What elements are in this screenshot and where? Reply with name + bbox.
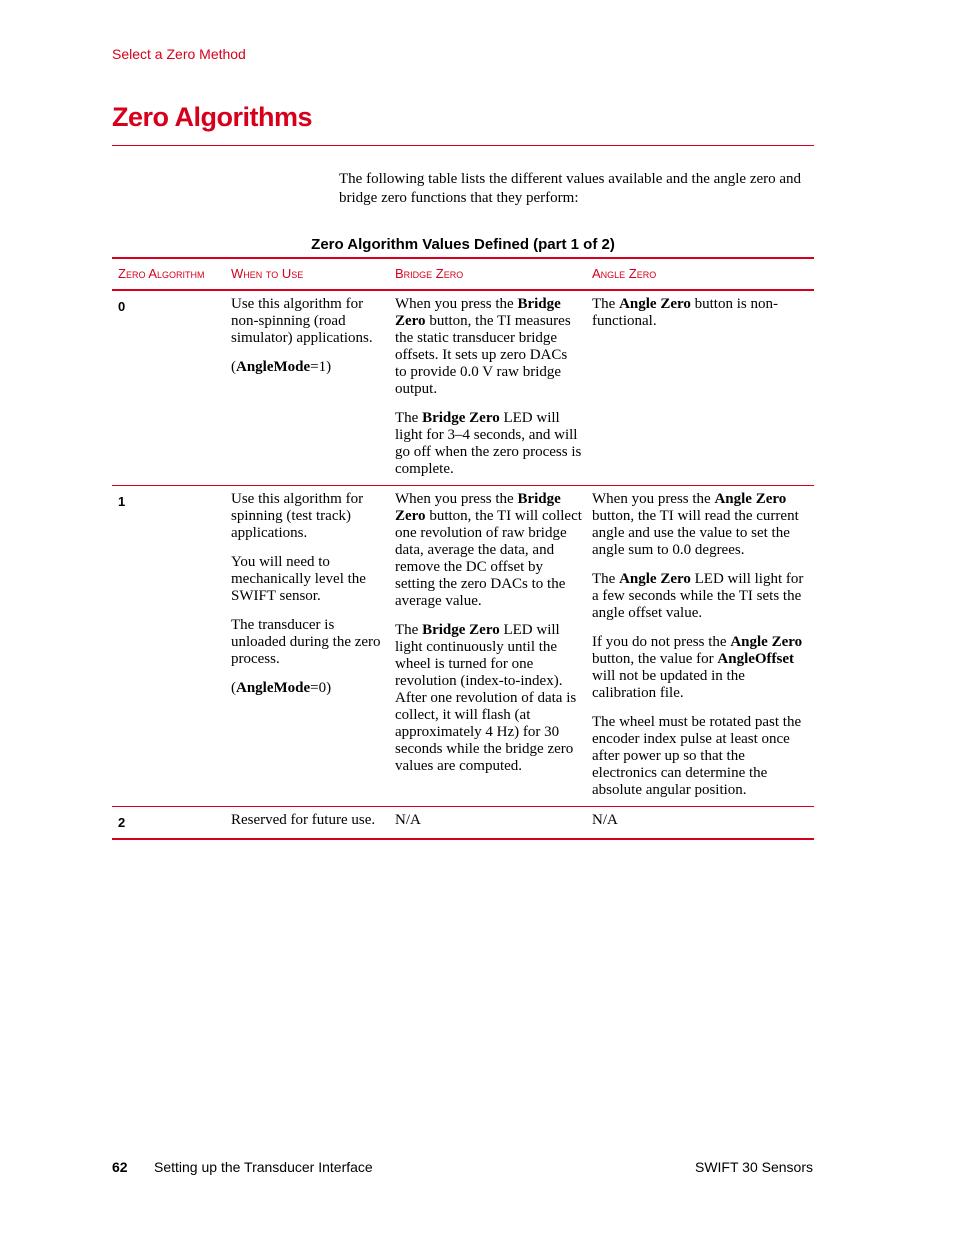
- when-paragraph: [231, 296, 385, 347]
- table-body: [112, 290, 814, 839]
- page-number: 62: [112, 1159, 128, 1175]
- when-paragraph: [231, 491, 385, 542]
- footer-section: Setting up the Transducer Interface: [154, 1159, 373, 1175]
- bridge-paragraph: [395, 622, 582, 775]
- angle-paragraph: [592, 812, 810, 829]
- text-run: LED will light for a few seconds while the TI sets the angle offset value.: [592, 571, 804, 621]
- bold-term: AngleMode: [236, 680, 311, 696]
- text-run: The: [592, 296, 620, 312]
- text-run: Use this algorithm for non-spinning (road simulator) applications.: [231, 296, 373, 346]
- bold-term: Bridge Zero: [422, 410, 500, 426]
- text-run: =1): [310, 359, 332, 375]
- text-run: The wheel must be rotated past the encoder index pulse at least once after power up so that the electronics can determine the absolute angular position.: [592, 714, 802, 798]
- angle-cell: [586, 290, 814, 486]
- bridge-cell: [389, 486, 586, 807]
- when-cell: [225, 807, 389, 840]
- text-run: button is non-functional.: [592, 296, 778, 329]
- text-run: When you press the: [395, 491, 518, 507]
- table-row: [112, 807, 814, 840]
- text-run: The: [395, 622, 423, 638]
- angle-paragraph: [592, 714, 810, 799]
- text-run: When you press the: [395, 296, 518, 312]
- title-divider: [112, 145, 814, 146]
- bridge-cell: [389, 807, 586, 840]
- text-run: Use this algorithm for spinning (test track) applications.: [231, 491, 364, 541]
- table-row: [112, 290, 814, 486]
- text-run: Reserved for future use.: [231, 812, 376, 828]
- header-zero-algorithm: Zero Algorithm: [112, 258, 225, 290]
- text-run: LED will light continuously until the wheel is turned for one revolution (index-to-index). After one revolution of data is collect, it will flash (at approximately 4 Hz) for 30 seconds while the bridge zero values are computed.: [395, 622, 577, 774]
- text-run: The: [395, 410, 423, 426]
- breadcrumb: Select a Zero Method: [112, 46, 246, 62]
- bold-term: Bridge Zero: [422, 622, 500, 638]
- bridge-paragraph: [395, 491, 582, 610]
- text-run: If you do not press the: [592, 634, 731, 650]
- text-run: button, the TI measures the static transducer bridge offsets. It sets up zero DACs to provide 0.0 V raw bridge output.: [395, 313, 571, 397]
- text-run: N/A: [395, 812, 421, 828]
- angle-paragraph: [592, 296, 810, 330]
- text-run: N/A: [592, 812, 618, 828]
- angle-paragraph: [592, 491, 810, 559]
- text-run: =0): [310, 680, 332, 696]
- table-row: [112, 486, 814, 807]
- angle-cell: [586, 486, 814, 807]
- text-run: You will need to mechanically level the SWIFT sensor.: [231, 554, 366, 604]
- bold-term: Angle Zero: [619, 296, 691, 312]
- when-paragraph: [231, 812, 385, 829]
- when-cell: [225, 290, 389, 486]
- when-paragraph: [231, 680, 385, 697]
- zero-algorithm-table: [112, 257, 814, 840]
- bold-term: Bridge Zero: [395, 491, 561, 524]
- text-run: When you press the: [592, 491, 715, 507]
- table-header-row: [112, 258, 814, 290]
- bridge-cell: [389, 290, 586, 486]
- bold-term: AngleMode: [236, 359, 311, 375]
- algorithm-value: 0: [112, 290, 225, 486]
- text-run: button, the TI will read the current angle and use the value to set the angle sum to 0.0 degrees.: [592, 508, 799, 558]
- text-run: (: [231, 680, 236, 696]
- bridge-paragraph: [395, 296, 582, 398]
- intro-paragraph: The following table lists the different values available and the angle zero and bridge zero functions that they perform:: [339, 171, 802, 206]
- header-when-to-use: When to Use: [225, 258, 389, 290]
- table-caption: Zero Algorithm Values Defined (part 1 of 2): [311, 236, 615, 253]
- when-paragraph: [231, 554, 385, 605]
- algorithm-value: 2: [112, 807, 225, 840]
- text-run: button, the value for: [592, 651, 718, 667]
- angle-paragraph: [592, 571, 810, 622]
- when-paragraph: [231, 617, 385, 668]
- text-run: The: [592, 571, 620, 587]
- bold-term: AngleOffset: [717, 651, 795, 667]
- bold-term: Angle Zero: [619, 571, 691, 587]
- when-paragraph: [231, 359, 385, 376]
- bold-term: Angle Zero: [730, 634, 803, 650]
- algorithm-value: 1: [112, 486, 225, 807]
- bridge-paragraph: [395, 812, 582, 829]
- header-bridge-zero: Bridge Zero: [389, 258, 586, 290]
- angle-paragraph: [592, 634, 810, 702]
- text-run: (: [231, 359, 236, 375]
- text-run: will not be updated in the calibration file.: [592, 668, 745, 701]
- angle-cell: [586, 807, 814, 840]
- text-run: LED will light for 3–4 seconds, and will go off when the zero process is complete.: [395, 410, 582, 477]
- page-title: Zero Algorithms: [112, 102, 313, 132]
- bold-term: Bridge Zero: [395, 296, 561, 329]
- text-run: button, the TI will collect one revolution of raw bridge data, average the data, and remove the DC offset by setting the zero DACs to the average value.: [395, 508, 582, 609]
- bridge-paragraph: [395, 410, 582, 478]
- footer-product: SWIFT 30 Sensors: [694, 1159, 813, 1175]
- when-cell: [225, 486, 389, 807]
- text-run: The transducer is unloaded during the zero process.: [231, 617, 381, 667]
- header-angle-zero: Angle Zero: [586, 258, 814, 290]
- bold-term: Angle Zero: [714, 491, 787, 507]
